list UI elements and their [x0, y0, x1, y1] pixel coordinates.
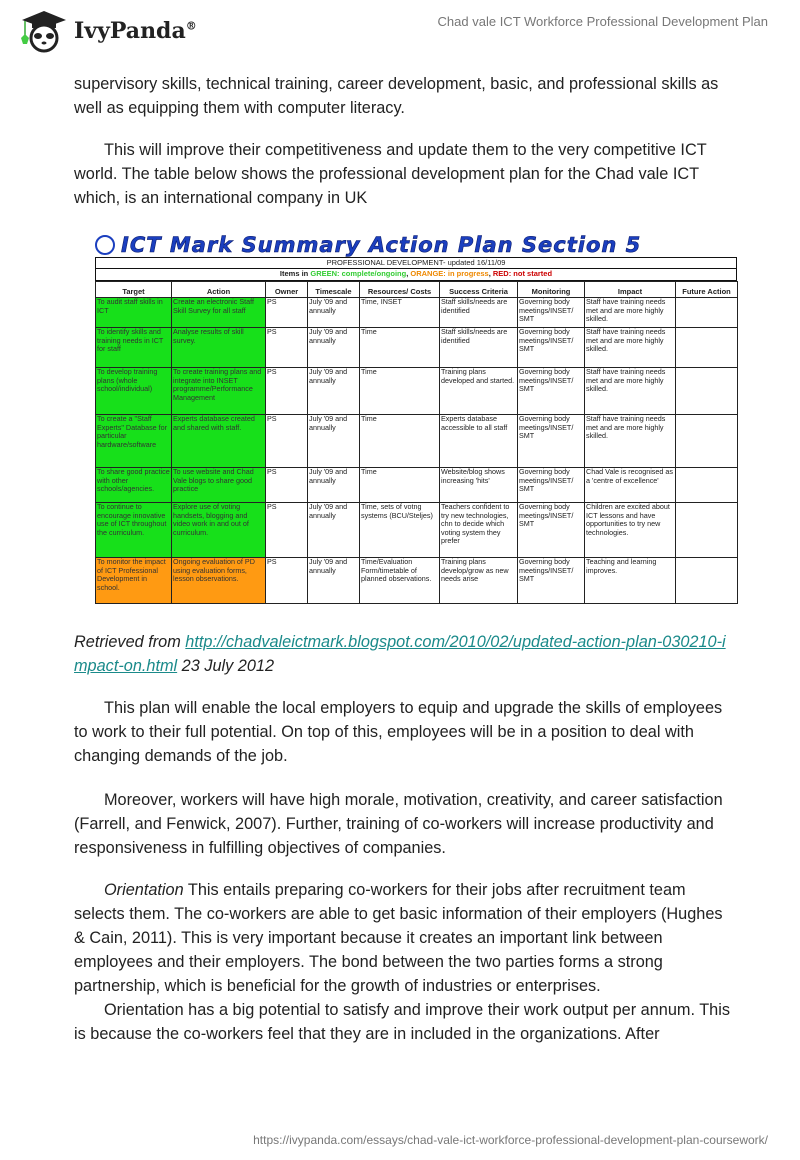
figure-caption: [74, 630, 734, 678]
table-cell: Staff have training needs met and are more highly skilled.: [585, 328, 676, 368]
table-cell: Time: [360, 368, 440, 415]
status-legend: Items in GREEN: complete/ongoing, ORANGE: in progress, RED: not started: [95, 269, 737, 281]
table-row: [96, 468, 738, 503]
table-cell: To monitor the impact of ICT Professional Development in school.: [96, 558, 172, 604]
orientation-text: This entails preparing co-workers for their jobs after recruitment team selects them. The co-workers are able to get basic information of their employers (Hughes & Cain, 2011). This is very important because it creates an important link between employees and their employers. The bond between the two parties forms a strong partnership, which is beneficial for the growth of industries or enterprises.: [74, 881, 723, 995]
table-cell: July '09 and annually: [308, 503, 360, 558]
table-cell: Governing body meetings/INSET/ SMT: [518, 328, 585, 368]
orientation-paragraph: [74, 878, 734, 998]
table-cell: July '09 and annually: [308, 558, 360, 604]
paragraph: This will improve their competitiveness and update them to the very competitive ICT world. The table below shows the professional development plan for the Chad vale ICT which, is an international company in UK: [74, 141, 707, 207]
table-cell: [676, 558, 738, 604]
figure-title-row: [95, 233, 737, 257]
source-link[interactable]: http://chadvaleictmark.blogspot.com/2010/02/updated-action-plan-030210-impact-on.html: [74, 633, 726, 675]
paragraph: Orientation has a big potential to satisfy and improve their work output per annum. This is because the co-workers feel that they are in included in the organizations. After: [74, 1001, 730, 1043]
action-plan-figure: [95, 233, 737, 602]
table-cell: PS: [266, 328, 308, 368]
table-cell: To continue to encourage innovative use of ICT throughout the curriculum.: [96, 503, 172, 558]
brand-text: IvyPanda: [74, 18, 186, 44]
legend-prefix: Items in: [279, 269, 311, 278]
table-cell: July '09 and annually: [308, 368, 360, 415]
table-cell: Website/blog shows increasing 'hits': [440, 468, 518, 503]
table-cell: July '09 and annually: [308, 415, 360, 468]
table-cell: Analyse results of skill survey.: [172, 328, 266, 368]
table-cell: Children are excited about ICT lessons and have opportunities to try new technologies.: [585, 503, 676, 558]
table-cell: [676, 503, 738, 558]
table-cell: Time/Evaluation Form/timetable of planned observations.: [360, 558, 440, 604]
table-cell: Time: [360, 468, 440, 503]
registered-mark: ®: [185, 19, 197, 33]
table-cell: Time, INSET: [360, 298, 440, 328]
panda-graduate-icon: [18, 8, 68, 54]
table-cell: PS: [266, 298, 308, 328]
figure-subtitle: PROFESSIONAL DEVELOPMENT- updated 16/11/09: [95, 257, 737, 269]
table-cell: To identify skills and training needs in ICT for staff: [96, 328, 172, 368]
table-cell: Create an electronic Staff Skill Survey for all staff: [172, 298, 266, 328]
legend-red: RED: not started: [492, 269, 553, 278]
table-cell: Staff have training needs met and are more highly skilled.: [585, 415, 676, 468]
table-cell: Teachers confident to try new technologies, chn to decide which voting system they prefer: [440, 503, 518, 558]
table-cell: July '09 and annually: [308, 468, 360, 503]
table-cell: Teaching and learning improves.: [585, 558, 676, 604]
table-cell: Experts database accessible to all staff: [440, 415, 518, 468]
column-header: Future Action: [676, 282, 738, 298]
table-cell: Experts database created and shared with staff.: [172, 415, 266, 468]
footer-url: https://ivypanda.com/essays/chad-vale-ict-workforce-professional-development-plan-coursework/: [253, 1133, 768, 1147]
table-cell: Ongoing evaluation of PD using evaluation forms, lesson observations.: [172, 558, 266, 604]
table-cell: Staff have training needs met and are more highly skilled.: [585, 298, 676, 328]
brand-name: [74, 18, 197, 44]
table-cell: Explore use of voting handsets, blogging and video work in and out of curriculum.: [172, 503, 266, 558]
table-row: [96, 328, 738, 368]
caption-prefix: Retrieved from: [74, 633, 186, 651]
table-cell: July '09 and annually: [308, 298, 360, 328]
table-cell: Training plans develop/grow as new needs arise: [440, 558, 518, 604]
paragraph: This plan will enable the local employers to equip and upgrade the skills of employees to work to their full potential. On top of this, employees will be in a position to deal with changing demands of the job.: [74, 699, 723, 765]
table-cell: To create training plans and integrate into INSET programme/Performance Management: [172, 368, 266, 415]
table-cell: PS: [266, 468, 308, 503]
table-cell: Governing body meetings/INSET/ SMT: [518, 503, 585, 558]
caption-date: 23 July 2012: [177, 657, 275, 675]
table-cell: PS: [266, 503, 308, 558]
column-header: Monitoring: [518, 282, 585, 298]
table-cell: To create a "Staff Experts" Database for particular hardware/software: [96, 415, 172, 468]
table-cell: [676, 415, 738, 468]
table-cell: To share good practice with other schools/agencies.: [96, 468, 172, 503]
column-header: Resources/ Costs: [360, 282, 440, 298]
table-cell: [676, 468, 738, 503]
table-cell: PS: [266, 415, 308, 468]
table-row: [96, 368, 738, 415]
table-cell: Staff skills/needs are identified: [440, 328, 518, 368]
table-cell: Governing body meetings/INSET/ SMT: [518, 558, 585, 604]
table-cell: July '09 and annually: [308, 328, 360, 368]
table-row: [96, 298, 738, 328]
table-cell: PS: [266, 558, 308, 604]
table-row: [96, 415, 738, 468]
column-header: Target: [96, 282, 172, 298]
table-cell: Time, sets of votng systems (BCU/Steljes): [360, 503, 440, 558]
table-cell: To audit staff skills in ICT: [96, 298, 172, 328]
table-row: [96, 503, 738, 558]
column-header: Timescale: [308, 282, 360, 298]
ivypanda-logo[interactable]: [18, 8, 197, 54]
table-cell: Training plans developed and started.: [440, 368, 518, 415]
table-cell: Governing body meetings/INSET/ SMT: [518, 298, 585, 328]
orientation-term: Orientation: [104, 881, 184, 899]
table-cell: PS: [266, 368, 308, 415]
document-title: Chad vale ICT Workforce Professional Development Plan: [437, 14, 768, 29]
table-cell: Time: [360, 415, 440, 468]
table-cell: Governing body meetings/INSET/ SMT: [518, 368, 585, 415]
table-cell: Governing body meetings/INSET/ SMT: [518, 415, 585, 468]
column-header: Owner: [266, 282, 308, 298]
action-plan-table: [95, 281, 738, 604]
table-cell: Chad Vale is recognised as a 'centre of excellence': [585, 468, 676, 503]
table-cell: [676, 298, 738, 328]
table-cell: Staff skills/needs are identified: [440, 298, 518, 328]
legend-green: GREEN: complete/ongoing: [310, 269, 407, 278]
column-header: Impact: [585, 282, 676, 298]
school-seal-icon: [95, 235, 115, 255]
table-cell: [676, 328, 738, 368]
figure-title: ICT Mark Summary Action Plan Section 5: [121, 233, 642, 257]
table-cell: To develop training plans (whole school/individual): [96, 368, 172, 415]
table-cell: Governing body meetings/INSET/ SMT: [518, 468, 585, 503]
legend-orange: ORANGE: in progress: [410, 269, 489, 278]
table-cell: Time: [360, 328, 440, 368]
table-row: [96, 558, 738, 604]
column-header: Success Criteria: [440, 282, 518, 298]
table-cell: Staff have training needs met and are more highly skilled.: [585, 368, 676, 415]
column-header: Action: [172, 282, 266, 298]
paragraph: supervisory skills, technical training, career development, basic, and professional skills as well as equipping them with computer literacy.: [74, 75, 719, 117]
table-cell: To use website and Chad Vale blogs to share good practice: [172, 468, 266, 503]
paragraph: Moreover, workers will have high morale, motivation, creativity, and career satisfaction (Farrell, and Fenwick, 2007). Further, training of co-workers will increase productivity and responsiveness in fulfilling objectives of companies.: [74, 791, 723, 857]
table-cell: [676, 368, 738, 415]
